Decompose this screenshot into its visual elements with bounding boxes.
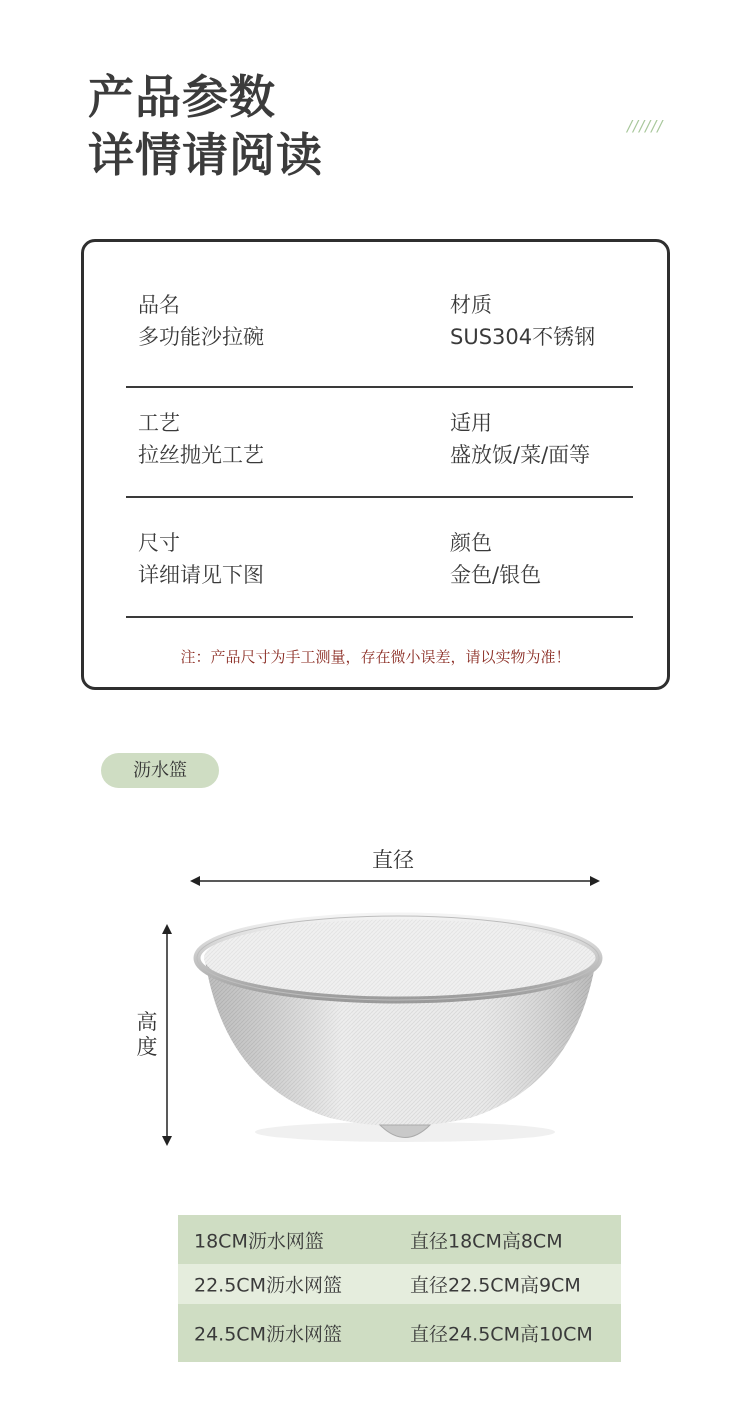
spec-size: 直径22.5CM高9CM bbox=[410, 1274, 581, 1297]
param-value: 详细请见下图 bbox=[138, 563, 264, 587]
spec-size: 直径24.5CM高10CM bbox=[410, 1323, 593, 1346]
param-label: 尺寸 bbox=[138, 531, 180, 555]
spec-size: 直径18CM高8CM bbox=[410, 1230, 563, 1252]
param-value: 盛放饭/菜/面等 bbox=[450, 443, 591, 467]
measurement-note: 注：产品尺寸为手工测量，存在微小误差，请以实物为准！ bbox=[180, 648, 571, 666]
param-value: 金色/银色 bbox=[450, 563, 542, 587]
param-label: 适用 bbox=[450, 411, 492, 435]
height-label-char: 高 bbox=[136, 1010, 158, 1034]
colander-bowl bbox=[197, 916, 599, 1142]
table-row bbox=[178, 1304, 621, 1362]
spec-name: 18CM沥水网篮 bbox=[194, 1230, 324, 1252]
param-value: SUS304不锈钢 bbox=[450, 325, 596, 349]
table-row bbox=[178, 1215, 621, 1264]
param-label: 材质 bbox=[450, 293, 492, 317]
height-arrow bbox=[162, 924, 172, 1146]
decoration-slashes: ////// bbox=[627, 117, 664, 135]
diameter-label: 直径 bbox=[372, 848, 414, 872]
param-label: 工艺 bbox=[138, 411, 180, 435]
heading-line-1: 产品参数 bbox=[88, 70, 276, 124]
spec-table bbox=[178, 1215, 621, 1362]
heading-line-2: 详情请阅读 bbox=[88, 128, 323, 182]
height-label-char: 度 bbox=[136, 1035, 158, 1059]
section-tag: 沥水篮 bbox=[101, 753, 219, 788]
spec-name: 22.5CM沥水网篮 bbox=[194, 1274, 342, 1297]
spec-name: 24.5CM沥水网篮 bbox=[194, 1323, 342, 1346]
param-label: 品名 bbox=[138, 293, 180, 317]
param-value: 拉丝抛光工艺 bbox=[138, 443, 264, 467]
param-label: 颜色 bbox=[450, 531, 492, 555]
param-value: 多功能沙拉碗 bbox=[138, 325, 264, 349]
table-row bbox=[178, 1264, 621, 1304]
diameter-arrow bbox=[190, 876, 600, 886]
